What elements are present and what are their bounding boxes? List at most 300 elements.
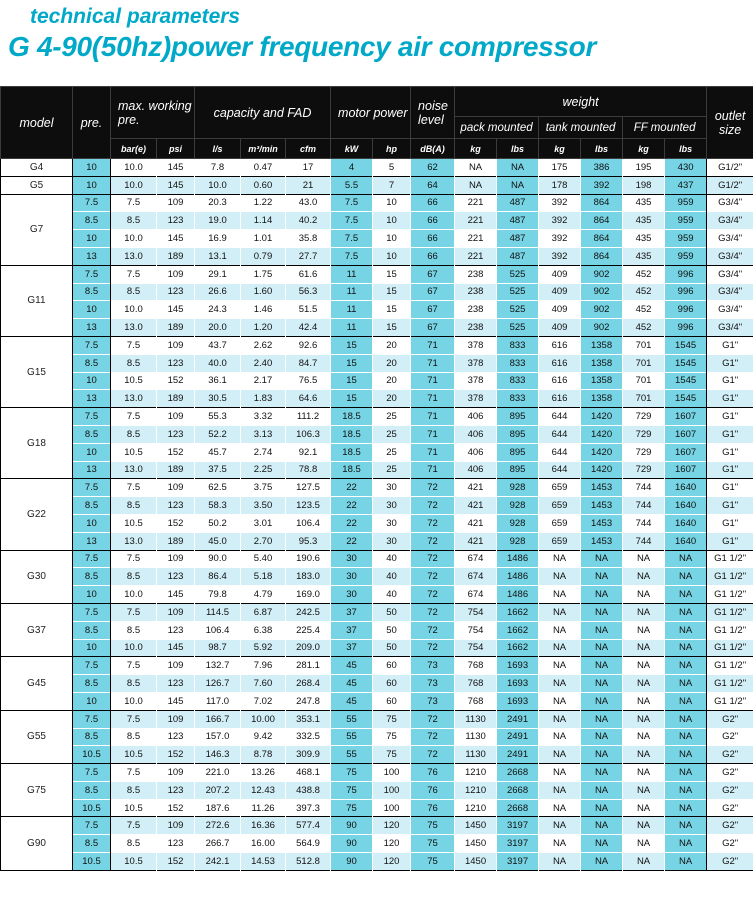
table-cell: 75 <box>331 799 373 817</box>
table-cell: 1420 <box>581 408 623 426</box>
table-cell: 8.5 <box>111 283 157 301</box>
table-cell: 1130 <box>455 710 497 728</box>
table-cell: 864 <box>581 194 623 212</box>
table-cell: 72 <box>411 479 455 497</box>
table-cell: 406 <box>455 461 497 479</box>
table-cell: 7.5 <box>331 247 373 265</box>
table-cell: 8.5 <box>73 835 111 853</box>
table-cell: 8.5 <box>111 212 157 230</box>
table-cell: 13 <box>73 247 111 265</box>
table-cell: 644 <box>539 461 581 479</box>
table-cell: NA <box>665 781 707 799</box>
table-cell: 1693 <box>497 692 539 710</box>
table-cell: 55.3 <box>195 408 241 426</box>
model-cell: G55 <box>1 710 73 763</box>
table-cell: 5.92 <box>241 639 286 657</box>
table-cell: 40 <box>373 568 411 586</box>
table-cell: NA <box>539 568 581 586</box>
table-cell: 15 <box>331 354 373 372</box>
table-cell: 109 <box>157 336 195 354</box>
table-cell: 7.5 <box>73 550 111 568</box>
table-cell: 20 <box>373 336 411 354</box>
table-row <box>1 319 753 337</box>
table-cell: 2.25 <box>241 461 286 479</box>
table-row <box>1 853 753 871</box>
table-cell: 406 <box>455 408 497 426</box>
table-cell: G1/2" <box>707 159 753 177</box>
table-cell: 25 <box>373 408 411 426</box>
table-cell: 90 <box>331 835 373 853</box>
table-cell: 76.5 <box>286 372 331 390</box>
table-cell: 72 <box>411 728 455 746</box>
table-cell: 71 <box>411 443 455 461</box>
table-cell: 109 <box>157 817 195 835</box>
table-cell: 674 <box>455 568 497 586</box>
table-cell: 123 <box>157 354 195 372</box>
table-cell: 106.4 <box>286 514 331 532</box>
table-cell: G1" <box>707 479 753 497</box>
table-cell: 1545 <box>665 336 707 354</box>
table-cell: 10 <box>73 230 111 248</box>
table-cell: 30 <box>331 550 373 568</box>
table-cell: 17 <box>286 159 331 177</box>
table-cell: NA <box>581 817 623 835</box>
table-cell: G3/4" <box>707 301 753 319</box>
table-cell: 13.26 <box>241 764 286 782</box>
table-cell: 123 <box>157 425 195 443</box>
table-cell: 409 <box>539 265 581 283</box>
table-cell: 71 <box>411 390 455 408</box>
table-cell: 266.7 <box>195 835 241 853</box>
table-cell: 644 <box>539 408 581 426</box>
table-cell: 378 <box>455 372 497 390</box>
table-cell: 45 <box>331 675 373 693</box>
model-cell: G11 <box>1 265 73 336</box>
table-cell: 0.79 <box>241 247 286 265</box>
table-cell: 1210 <box>455 781 497 799</box>
table-cell: NA <box>623 817 665 835</box>
table-cell: NA <box>539 728 581 746</box>
table-cell: 754 <box>455 639 497 657</box>
table-cell: 18.5 <box>331 425 373 443</box>
table-cell: 8.5 <box>111 835 157 853</box>
table-cell: 864 <box>581 230 623 248</box>
table-cell: 73 <box>411 675 455 693</box>
header-noise-level: noise level <box>411 87 455 139</box>
table-row <box>1 514 753 532</box>
table-cell: G1" <box>707 390 753 408</box>
table-cell: 152 <box>157 853 195 871</box>
table-cell: 659 <box>539 514 581 532</box>
table-row <box>1 675 753 693</box>
table-cell: 13 <box>73 532 111 550</box>
table-cell: 525 <box>497 301 539 319</box>
table-cell: NA <box>539 550 581 568</box>
table-cell: 10.0 <box>111 586 157 604</box>
table-cell: G3/4" <box>707 265 753 283</box>
table-cell: 8.5 <box>111 781 157 799</box>
table-cell: 60 <box>373 675 411 693</box>
table-cell: 62 <box>411 159 455 177</box>
table-cell: 242.1 <box>195 853 241 871</box>
table-cell: 20.3 <box>195 194 241 212</box>
table-cell: 744 <box>623 532 665 550</box>
table-cell: 468.1 <box>286 764 331 782</box>
table-row <box>1 301 753 319</box>
table-cell: G1 1/2" <box>707 586 753 604</box>
table-cell: 45.7 <box>195 443 241 461</box>
table-cell: G2" <box>707 746 753 764</box>
title-block <box>0 0 753 86</box>
table-cell: 8.5 <box>73 675 111 693</box>
table-cell: 55 <box>331 728 373 746</box>
table-cell: 996 <box>665 283 707 301</box>
table-cell: NA <box>539 657 581 675</box>
table-cell: 525 <box>497 283 539 301</box>
table-cell: 152 <box>157 514 195 532</box>
table-cell: NA <box>623 746 665 764</box>
table-cell: 187.6 <box>195 799 241 817</box>
table-cell: 98.7 <box>195 639 241 657</box>
table-cell: 7.96 <box>241 657 286 675</box>
table-cell: 37 <box>331 603 373 621</box>
table-cell: 3.32 <box>241 408 286 426</box>
table-cell: 100 <box>373 764 411 782</box>
table-cell: 123.5 <box>286 497 331 515</box>
table-cell: 452 <box>623 265 665 283</box>
table-cell: 833 <box>497 336 539 354</box>
table-row <box>1 710 753 728</box>
table-cell: NA <box>539 639 581 657</box>
table-cell: 7.5 <box>73 408 111 426</box>
table-cell: 7.5 <box>111 764 157 782</box>
table-cell: 8.5 <box>73 728 111 746</box>
table-cell: NA <box>665 746 707 764</box>
model-cell: G45 <box>1 657 73 710</box>
table-cell: 378 <box>455 354 497 372</box>
table-cell: 8.5 <box>111 354 157 372</box>
table-cell: 189 <box>157 247 195 265</box>
table-cell: 430 <box>665 159 707 177</box>
header-tank-mounted: tank mounted <box>539 117 623 139</box>
table-cell: 392 <box>539 230 581 248</box>
table-cell: 8.5 <box>111 675 157 693</box>
table-cell: NA <box>581 781 623 799</box>
table-cell: 50.2 <box>195 514 241 532</box>
table-cell: 152 <box>157 372 195 390</box>
table-cell: 72 <box>411 586 455 604</box>
table-cell: 7.5 <box>73 603 111 621</box>
table-cell: 37 <box>331 639 373 657</box>
table-cell: 435 <box>623 194 665 212</box>
table-cell: 10 <box>73 639 111 657</box>
table-cell: 959 <box>665 212 707 230</box>
table-cell: 13.0 <box>111 247 157 265</box>
table-cell: 10.0 <box>111 230 157 248</box>
table-row <box>1 230 753 248</box>
table-cell: 40.2 <box>286 212 331 230</box>
table-cell: G3/4" <box>707 194 753 212</box>
table-cell: 525 <box>497 265 539 283</box>
header-motor-power: motor power <box>331 87 411 139</box>
table-cell: NA <box>665 764 707 782</box>
table-cell: 1545 <box>665 354 707 372</box>
table-cell: NA <box>623 799 665 817</box>
table-cell: 7.5 <box>111 479 157 497</box>
table-cell: G2" <box>707 728 753 746</box>
table-cell: 16.36 <box>241 817 286 835</box>
table-cell: 55 <box>331 746 373 764</box>
table-cell: 0.60 <box>241 176 286 194</box>
table-cell: 525 <box>497 319 539 337</box>
table-cell: 452 <box>623 283 665 301</box>
table-cell: 437 <box>665 176 707 194</box>
spec-table <box>0 86 753 871</box>
table-cell: G1 1/2" <box>707 692 753 710</box>
table-cell: 15 <box>373 265 411 283</box>
table-cell: NA <box>581 692 623 710</box>
unit-kw: kW <box>331 139 373 159</box>
table-cell: 52.2 <box>195 425 241 443</box>
table-cell: 487 <box>497 194 539 212</box>
table-cell: 20 <box>373 354 411 372</box>
table-cell: 2491 <box>497 728 539 746</box>
table-cell: 221 <box>455 230 497 248</box>
table-cell: 25 <box>373 443 411 461</box>
table-cell: 123 <box>157 212 195 230</box>
table-row <box>1 283 753 301</box>
table-cell: 58.3 <box>195 497 241 515</box>
table-cell: 8.5 <box>73 425 111 443</box>
table-cell: 644 <box>539 425 581 443</box>
table-cell: 71 <box>411 372 455 390</box>
table-cell: NA <box>665 586 707 604</box>
table-row <box>1 621 753 639</box>
table-row <box>1 692 753 710</box>
table-cell: NA <box>539 799 581 817</box>
table-cell: 4.79 <box>241 586 286 604</box>
table-cell: 189 <box>157 319 195 337</box>
table-cell: 7.5 <box>73 657 111 675</box>
table-cell: 902 <box>581 283 623 301</box>
table-cell: NA <box>581 728 623 746</box>
table-cell: 833 <box>497 354 539 372</box>
table-cell: 189 <box>157 390 195 408</box>
table-cell: 452 <box>623 301 665 319</box>
table-cell: 7.5 <box>73 194 111 212</box>
table-cell: NA <box>665 657 707 675</box>
table-cell: 996 <box>665 319 707 337</box>
table-cell: NA <box>581 568 623 586</box>
table-cell: NA <box>665 692 707 710</box>
unit-psi: psi <box>157 139 195 159</box>
table-cell: 5.40 <box>241 550 286 568</box>
table-cell: 4 <box>331 159 373 177</box>
table-cell: 18.5 <box>331 443 373 461</box>
table-cell: 10.0 <box>111 301 157 319</box>
table-cell: 353.1 <box>286 710 331 728</box>
table-cell: 30 <box>373 514 411 532</box>
table-cell: 1.46 <box>241 301 286 319</box>
table-cell: 1.01 <box>241 230 286 248</box>
table-cell: 12.43 <box>241 781 286 799</box>
table-cell: NA <box>665 603 707 621</box>
table-cell: 76 <box>411 764 455 782</box>
table-cell: 1210 <box>455 764 497 782</box>
table-cell: 701 <box>623 354 665 372</box>
table-cell: 10.5 <box>73 746 111 764</box>
unit-hp: hp <box>373 139 411 159</box>
table-cell: 7.5 <box>73 336 111 354</box>
table-cell: 13.0 <box>111 532 157 550</box>
table-header <box>1 87 753 159</box>
unit-dba: dB(A) <box>411 139 455 159</box>
model-cell: G37 <box>1 603 73 656</box>
table-cell: 7.5 <box>111 710 157 728</box>
table-cell: 864 <box>581 247 623 265</box>
table-cell: 247.8 <box>286 692 331 710</box>
table-cell: 10.5 <box>111 372 157 390</box>
table-cell: NA <box>581 799 623 817</box>
table-cell: 10 <box>73 159 111 177</box>
table-cell: 1210 <box>455 799 497 817</box>
table-cell: 51.5 <box>286 301 331 319</box>
table-cell: 8.5 <box>111 497 157 515</box>
table-cell: 109 <box>157 194 195 212</box>
table-cell: 435 <box>623 212 665 230</box>
table-cell: NA <box>539 621 581 639</box>
table-cell: 2491 <box>497 746 539 764</box>
table-cell: 10 <box>373 230 411 248</box>
table-cell: 421 <box>455 497 497 515</box>
table-cell: 7.60 <box>241 675 286 693</box>
table-cell: 15 <box>373 319 411 337</box>
table-cell: 50 <box>373 603 411 621</box>
table-cell: 238 <box>455 319 497 337</box>
table-cell: 7.5 <box>111 603 157 621</box>
table-cell: 7.5 <box>73 265 111 283</box>
table-cell: 145 <box>157 159 195 177</box>
table-cell: 1358 <box>581 336 623 354</box>
table-cell: 1420 <box>581 425 623 443</box>
table-cell: 43.0 <box>286 194 331 212</box>
table-cell: 701 <box>623 336 665 354</box>
table-cell: 2.62 <box>241 336 286 354</box>
table-cell: 66 <box>411 212 455 230</box>
table-cell: G2" <box>707 799 753 817</box>
table-cell: 14.53 <box>241 853 286 871</box>
table-cell: NA <box>539 603 581 621</box>
table-cell: 1450 <box>455 835 497 853</box>
table-cell: 1640 <box>665 514 707 532</box>
table-cell: NA <box>665 675 707 693</box>
table-cell: 20 <box>373 372 411 390</box>
table-cell: 221 <box>455 212 497 230</box>
table-cell: 145 <box>157 586 195 604</box>
table-cell: 0.47 <box>241 159 286 177</box>
table-cell: 109 <box>157 710 195 728</box>
table-cell: NA <box>581 603 623 621</box>
table-cell: 73 <box>411 657 455 675</box>
table-cell: 117.0 <box>195 692 241 710</box>
table-cell: 71 <box>411 461 455 479</box>
table-cell: 37.5 <box>195 461 241 479</box>
table-cell: NA <box>581 675 623 693</box>
table-cell: 10.5 <box>111 853 157 871</box>
table-cell: G1 1/2" <box>707 568 753 586</box>
table-row <box>1 603 753 621</box>
table-cell: 616 <box>539 336 581 354</box>
table-cell: 114.5 <box>195 603 241 621</box>
table-cell: G1/2" <box>707 176 753 194</box>
table-cell: 225.4 <box>286 621 331 639</box>
table-cell: 43.7 <box>195 336 241 354</box>
table-cell: 10.5 <box>73 799 111 817</box>
table-cell: 207.2 <box>195 781 241 799</box>
table-cell: 1640 <box>665 532 707 550</box>
unit-lbs-tank: lbs <box>581 139 623 159</box>
table-cell: 11 <box>331 283 373 301</box>
table-cell: 75 <box>373 728 411 746</box>
table-cell: 72 <box>411 550 455 568</box>
unit-bar-e: bar(e) <box>111 139 157 159</box>
table-cell: 75 <box>411 817 455 835</box>
table-cell: 754 <box>455 621 497 639</box>
table-cell: 729 <box>623 408 665 426</box>
table-cell: 1450 <box>455 817 497 835</box>
table-cell: G1" <box>707 354 753 372</box>
table-cell: NA <box>497 159 539 177</box>
table-cell: NA <box>455 159 497 177</box>
table-cell: 145 <box>157 692 195 710</box>
table-cell: 145 <box>157 230 195 248</box>
table-row <box>1 176 753 194</box>
table-cell: G2" <box>707 817 753 835</box>
table-cell: 75 <box>373 746 411 764</box>
table-cell: 10.00 <box>241 710 286 728</box>
table-cell: NA <box>623 621 665 639</box>
table-cell: 189 <box>157 461 195 479</box>
table-cell: 145 <box>157 301 195 319</box>
table-cell: 8.5 <box>73 212 111 230</box>
table-cell: 45.0 <box>195 532 241 550</box>
table-cell: 409 <box>539 283 581 301</box>
table-cell: 10.0 <box>111 176 157 194</box>
table-cell: 6.87 <box>241 603 286 621</box>
table-cell: 1545 <box>665 372 707 390</box>
table-cell: 169.0 <box>286 586 331 604</box>
table-cell: 895 <box>497 461 539 479</box>
table-cell: 123 <box>157 283 195 301</box>
table-cell: 895 <box>497 408 539 426</box>
model-cell: G7 <box>1 194 73 265</box>
table-cell: 60 <box>373 692 411 710</box>
table-cell: 8.5 <box>111 425 157 443</box>
table-cell: 10 <box>373 247 411 265</box>
table-cell: 7.5 <box>111 657 157 675</box>
table-cell: 100 <box>373 781 411 799</box>
table-cell: 36.1 <box>195 372 241 390</box>
table-cell: 1420 <box>581 443 623 461</box>
table-cell: 5 <box>373 159 411 177</box>
table-cell: G3/4" <box>707 247 753 265</box>
table-cell: G2" <box>707 781 753 799</box>
table-cell: 1453 <box>581 514 623 532</box>
table-cell: 109 <box>157 603 195 621</box>
table-cell: NA <box>581 835 623 853</box>
table-cell: 10.0 <box>111 159 157 177</box>
table-cell: 10 <box>73 692 111 710</box>
